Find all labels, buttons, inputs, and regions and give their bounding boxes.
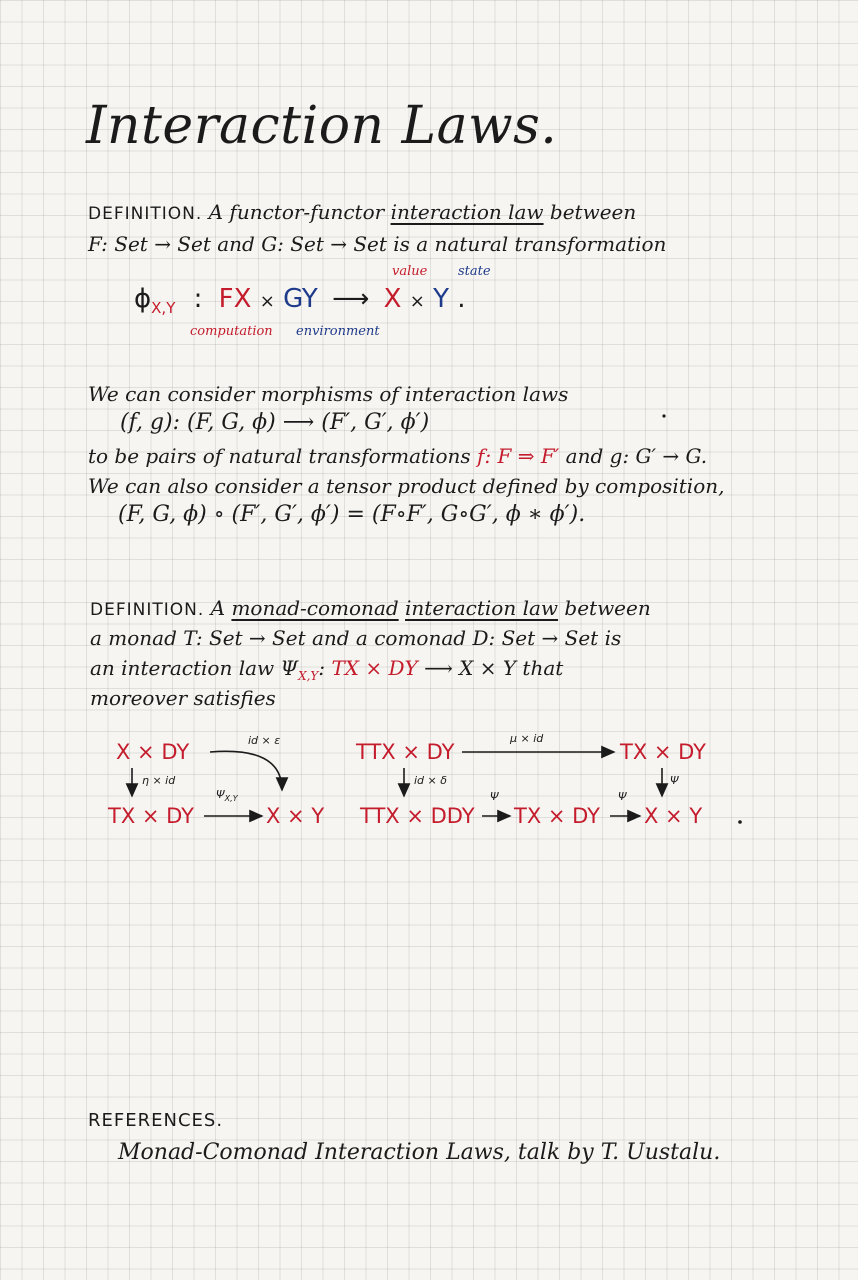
definition-2-between: between [564,596,651,620]
psi-symbol: Ψ [280,656,299,680]
morphisms-line-2: (f, g): (F, G, ϕ) ⟶ (F′, G′, ϕ′) [120,410,430,435]
definition-1-intro: A functor-functor [208,200,385,224]
formula-fx: FX [218,284,252,314]
definition-2-line-1 [90,596,651,620]
morphism-f: f: F ⇒ F′ [477,444,560,468]
note-computation: computation [190,324,273,339]
morphisms-line-4: We can also consider a tensor product defined by composition, [88,474,725,498]
pen-dot-1 [662,414,665,417]
definition-1-label: DEFINITION. [88,204,203,224]
definition-2-term-1: monad-comonad [231,596,399,620]
diagram-1-top-label: id × ε [248,734,281,747]
diagram-1-curved-arrow [210,751,282,790]
psi-colon: : [318,656,326,680]
formula-dot: . [457,284,466,314]
diagram-1-bottom-left: TX × DY [108,804,195,828]
formula-times-2: × [409,291,425,312]
definition-2-term-2: interaction law [405,596,559,620]
definition-2-law-intro: an interaction law [90,656,275,680]
diagram-2-arrow-1-label: Ψ [490,790,499,803]
note-environment: environment [296,324,380,339]
diagram-2-arrow-2-label: Ψ [618,790,627,803]
psi-subscript: X,Y [298,669,319,683]
definition-2-is: is [604,626,622,650]
references-label: REFERENCES. [88,1110,224,1131]
diagram-1-psi: Ψ [216,788,225,801]
page-title: Interaction Laws. [86,96,558,156]
definition-2-comonad-intro: and a comonad [311,626,467,650]
formula-y: Y [433,284,449,314]
psi-domain: TX × DY [331,656,418,680]
morphisms-line-3-and: and [565,444,604,468]
definition-1-between: between [549,200,637,224]
diagram-2-bottom-right: X × Y [644,804,703,828]
diagram-2-left-label: id × δ [414,774,447,787]
morphisms-line-1: We can consider morphisms of interaction laws [88,382,569,406]
formula-x: X [383,284,402,314]
diagram-2-top-label: μ × id [510,732,544,745]
definition-2-monad-intro: a monad [90,626,177,650]
diagram-2-top-right: TX × DY [620,740,707,764]
definition-2-intro: A [210,596,226,620]
note-state: state [458,264,491,279]
diagram-2-top-left: TTX × DY [356,740,455,764]
references-text: Monad-Comonad Interaction Laws, talk by T. Uustalu. [118,1140,721,1165]
diagram-2-bottom-left: TTX × DDY [360,804,475,828]
morphisms-line-3-intro: to be pairs of natural transformations [88,444,471,468]
diagram-2-right-label: Ψ [670,774,679,787]
phi-subscript: X,Y [151,299,176,318]
psi-codomain: X × Y [459,656,517,680]
definition-2-line-3 [90,656,563,683]
diagram-1-left-label: η × id [142,774,176,787]
tensor-product-formula: (F, G, ϕ) ∘ (F′, G′, ϕ′) = (F∘F′, G∘G′, ϕ ∗ ϕ′). [118,502,586,527]
formula-phi [134,284,465,317]
definition-2-comonad: D: Set → Set [472,626,599,650]
psi-arrow: ⟶ [424,656,453,680]
definition-2-that: that [522,656,564,680]
pen-dot-2 [738,820,742,824]
definition-1-line-1 [88,200,636,224]
formula-times-1: × [259,291,275,312]
phi-symbol: ϕ [134,284,152,314]
definition-2-line-4: moreover satisfies [90,686,276,710]
morphisms-line-3 [88,444,707,468]
note-value: value [392,264,428,279]
formula-arrow: ⟶ [332,284,370,314]
definition-2-label: DEFINITION. [90,600,205,620]
formula-gy: GY [283,284,318,314]
definition-1-term: interaction law [390,200,544,224]
diagram-1-bottom-label [216,788,238,803]
definition-2-line-2 [90,626,621,650]
definition-1-line-2: F: Set → Set and G: Set → Set is a natural transformation [88,232,667,256]
diagram-1-bottom-right: X × Y [266,804,325,828]
formula-colon: : [193,284,203,314]
morphism-g: g: G′ → G. [609,444,708,468]
definition-2-monad: T: Set → Set [183,626,306,650]
diagram-1-psi-subscript: X,Y [224,794,238,804]
diagram-2-bottom-middle: TX × DY [514,804,601,828]
diagram-1-top-left: X × DY [116,740,190,764]
